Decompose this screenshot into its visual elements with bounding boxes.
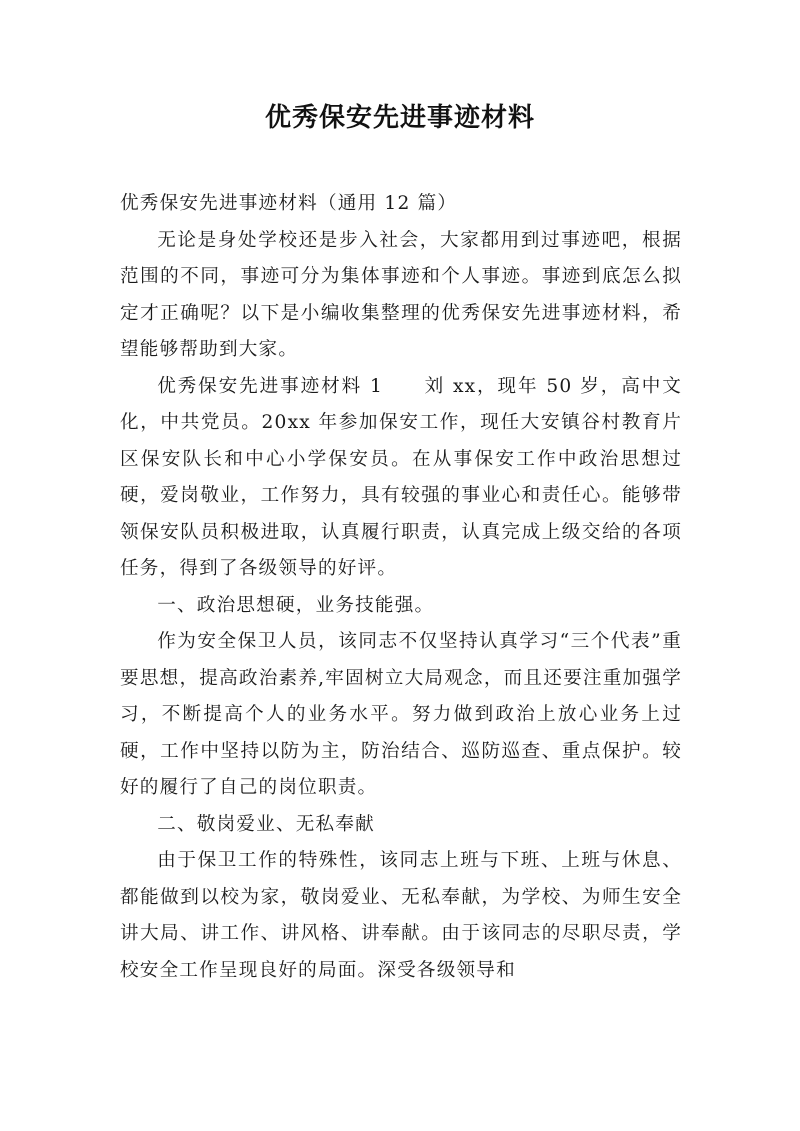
paragraph-section-2: 由于保卫工作的特殊性，该同志上班与下班、上班与休息、都能做到以校为家，敬岗爱业、无私奉献，为学校、为师生安全讲大局、讲工作、讲风格、讲奉献。由于该同志的尽职尽责，学校安全工作呈现良好的局面。深受各级领导和 — [120, 850, 682, 981]
paragraph-section-1: 作为安全保卫人员，该同志不仅坚持认真学习“三个代表”重要思想，提高政治素养,牢固树立大局观念，而且还要注重加强学习，不断提高个人的业务水平。努力做到政治上放心业务上过硬，工作中坚持以防为主，防治结合、巡防巡查、重点保护。较好的履行了自己的岗位职责。 — [120, 631, 682, 798]
document-title: 优秀保安先进事迹材料 — [264, 103, 535, 133]
document-body — [120, 186, 682, 989]
paragraph-intro: 无论是身处学校还是步入社会，大家都用到过事迹吧，根据范围的不同，事迹可分为集体事迹和个人事迹。事迹到底怎么拟定才正确呢？以下是小编收集整理的优秀保安先进事迹材料，希望能够帮助到大家。 — [120, 229, 682, 360]
section-heading-2: 二、敬岗爱业、无私奉献 — [157, 813, 375, 835]
section-heading-1: 一、政治思想硬，业务技能强。 — [157, 594, 435, 616]
document-subtitle: 优秀保安先进事迹材料（通用 12 篇） — [120, 193, 458, 214]
paragraph-profile: 优秀保安先进事迹材料 1 刘 xx，现年 50 岁，高中文化，中共党员。20xx 年参加保安工作，现任大安镇谷村教育片区保安队长和中心小学保安员。在从事保安工作中政治思想过硬，爱岗敬业，工作努力，具有较强的事业心和责任心。能够带领保安队员积极进取，认真履行职责，认真完成上级交给的各项任务，得到了各级领导的好评。 — [120, 375, 682, 579]
